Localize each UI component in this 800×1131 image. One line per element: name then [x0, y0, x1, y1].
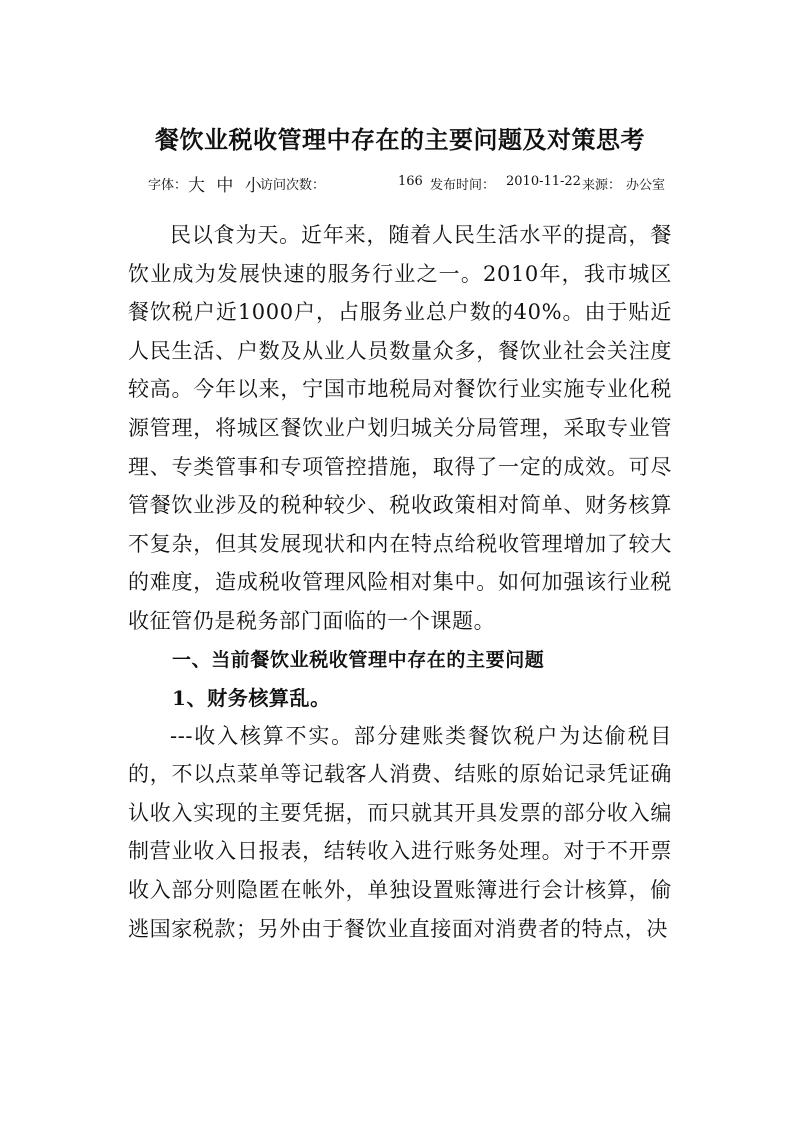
publish-date-label: 发布时间： — [430, 178, 496, 193]
visits-count: 166 — [398, 174, 423, 189]
visits-label: 访问次数： — [260, 178, 326, 193]
subsection-heading: 1、财务核算乱。 — [172, 685, 331, 710]
publish-date: 2010-11-22 — [506, 174, 581, 189]
source-label: 来源： — [582, 178, 622, 193]
source-value: 办公室 — [626, 178, 666, 193]
article-title: 餐饮业税收管理中存在的主要问题及对策思考 — [155, 125, 645, 154]
font-size-options[interactable]: 大 中 小 — [188, 176, 265, 196]
intro-paragraph: 民以食为天。近年来，随着人民生活水平的提高，餐饮业成为发展快速的服务行业之一。2010年，我市城区餐饮税户近1000户，占服务业总户数的40%。由于贴近人民生活、户数及从业人员数量众多，餐饮业社会关注度较高。今年以来，宁国市地税局对餐饮行业实施专业化税源管理，将城区餐饮业户划归城关分局管理，采取专业管理、专类管事和专项管控措施，取得了一定的成效。可尽管餐饮业涉及的税种较少、税收政策相对简单、财务核算不复杂，但其发展现状和内在特点给税收管理增加了较大的难度，造成税收管理风险相对集中。如何加强该行业税收征管仍是税务部门面临的一个课题。 — [128, 223, 672, 633]
section-heading: 一、当前餐饮业税收管理中存在的主要问题 — [172, 648, 545, 671]
article-body — [128, 216, 672, 948]
font-size-label: 字体： — [148, 178, 188, 193]
article-meta — [148, 174, 678, 196]
body-paragraph: ---收入核算不实。部分建账类餐饮税户为达偷税目的，不以点菜单等记载客人消费、结账的原始记录凭证确认收入实现的主要凭据，而只就其开具发票的部分收入编制营业收入日报表，结转收入进行账务处理。对于不开票收入部分则隐匿在帐外，单独设置账簿进行会计核算，偷逃国家税款；另外由于餐饮业直接面对消费者的特点，决 — [128, 723, 672, 941]
